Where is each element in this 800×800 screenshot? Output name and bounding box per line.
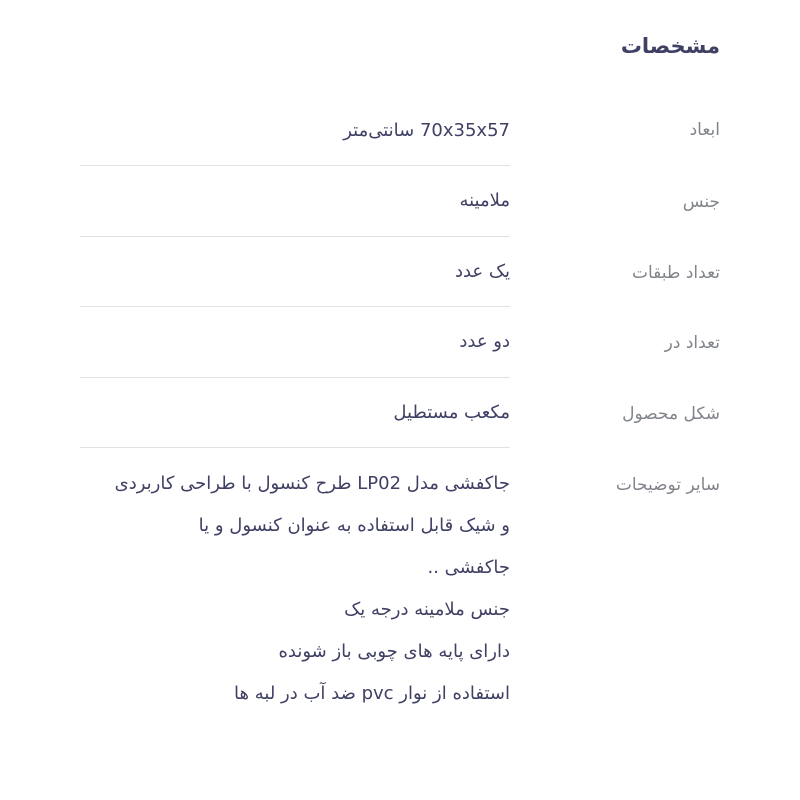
description-line: جاکفشی مدل LP02 طرح کنسول با طراحی کاربردی: [114, 473, 510, 494]
description-line: جاکفشی ..: [427, 557, 510, 578]
spec-label: تعداد در: [664, 333, 720, 353]
divider: [80, 447, 510, 448]
description-line: استفاده از نوار pvc ضد آب در لبه ها: [234, 683, 510, 704]
divider: [80, 306, 510, 307]
spec-label: ابعاد: [689, 120, 720, 140]
spec-label: تعداد طبقات: [632, 263, 720, 283]
description-line: جنس ملامینه درجه یک: [344, 599, 510, 620]
spec-value: یک عدد: [454, 261, 510, 282]
spec-label: جنس: [682, 192, 720, 212]
spec-value: ملامینه: [459, 190, 510, 211]
divider: [80, 165, 510, 166]
spec-label: شکل محصول: [622, 404, 720, 424]
spec-value: 70x35x57 سانتی‌متر: [343, 120, 510, 141]
spec-label: سایر توضیحات: [615, 475, 720, 495]
spec-value: دو عدد: [459, 331, 510, 352]
description-line: و شیک قابل استفاده به عنوان کنسول و یا: [198, 515, 510, 536]
spec-value: مکعب مستطیل: [393, 402, 510, 423]
divider: [80, 377, 510, 378]
divider: [80, 236, 510, 237]
description-text: [80, 463, 510, 715]
section-title: مشخصات: [620, 34, 720, 58]
description-line: دارای پایه های چوبی باز شونده: [278, 641, 510, 662]
